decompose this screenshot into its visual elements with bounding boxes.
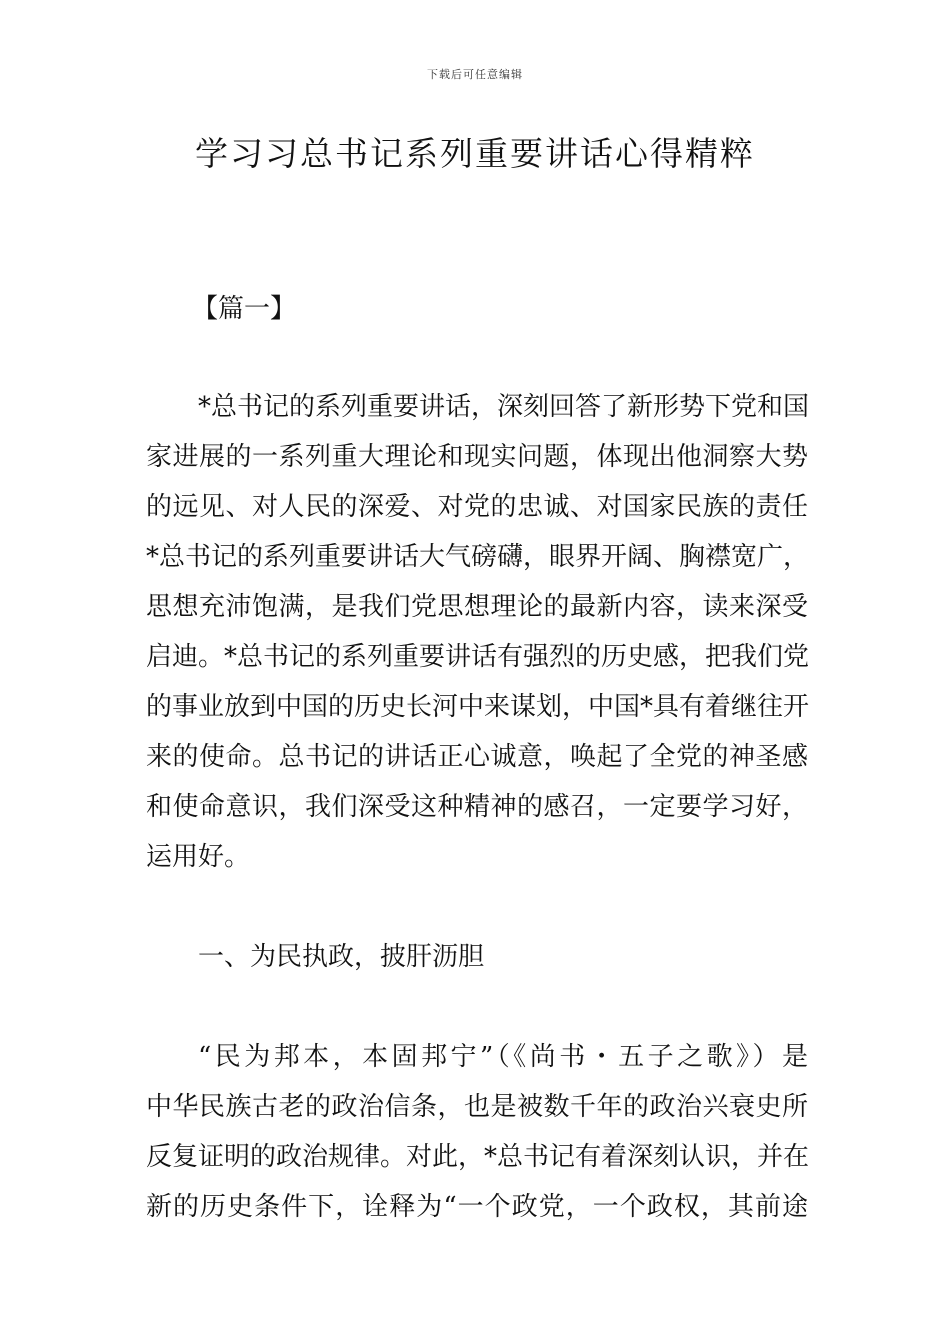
paragraph-line: 启迪。*总书记的系列重要讲话有强烈的历史感，把我们党	[146, 642, 810, 672]
paragraph-line: 思想充沛饱满，是我们党思想理论的最新内容，读来深受	[146, 592, 808, 622]
paragraph-line: 家进展的一系列重大理论和现实问题，体现出他洞察大势	[146, 442, 808, 472]
paragraph-2	[146, 1032, 808, 1232]
paragraph-line: 来的使命。总书记的讲话正心诚意，唤起了全党的神圣感	[146, 742, 808, 772]
paragraph-line: 新的历史条件下，诠释为“一个政党，一个政权，其前途	[146, 1192, 808, 1222]
paragraph-line: 反复证明的政治规律。对此，*总书记有着深刻认识，并在	[146, 1142, 810, 1172]
paragraph-line: 和使命意识，我们深受这种精神的感召，一定要学习好，	[146, 792, 808, 822]
paragraph-line: 的事业放到中国的历史长河中来谋划，中国*具有着继往开	[146, 692, 810, 722]
paragraph-line: *总书记的系列重要讲话大气磅礴，眼界开阔、胸襟宽广，	[146, 542, 810, 572]
spacer	[146, 882, 808, 932]
section-heading: 一、为民执政，披肝沥胆	[198, 942, 485, 972]
document-body	[146, 284, 808, 1232]
document-title: 学习习总书记系列重要讲话心得精粹	[195, 134, 755, 173]
spacer	[146, 982, 808, 1032]
paragraph-line: 运用好。	[146, 842, 251, 872]
spacer	[146, 334, 808, 382]
header-note: 下载后可任意编辑	[427, 68, 523, 81]
section-label: 【篇一】	[192, 294, 297, 324]
paragraph-line: *总书记的系列重要讲话，深刻回答了新形势下党和国	[198, 392, 810, 422]
paragraph-line: “民为邦本，本固邦宁”（《尚书・五子之歌》）是	[198, 1042, 808, 1072]
paragraph-line: 的远见、对人民的深爱、对党的忠诚、对国家民族的责任	[146, 492, 808, 522]
paragraph-1	[146, 382, 808, 882]
paragraph-line: 中华民族古老的政治信条，也是被数千年的政治兴衰史所	[146, 1092, 808, 1122]
